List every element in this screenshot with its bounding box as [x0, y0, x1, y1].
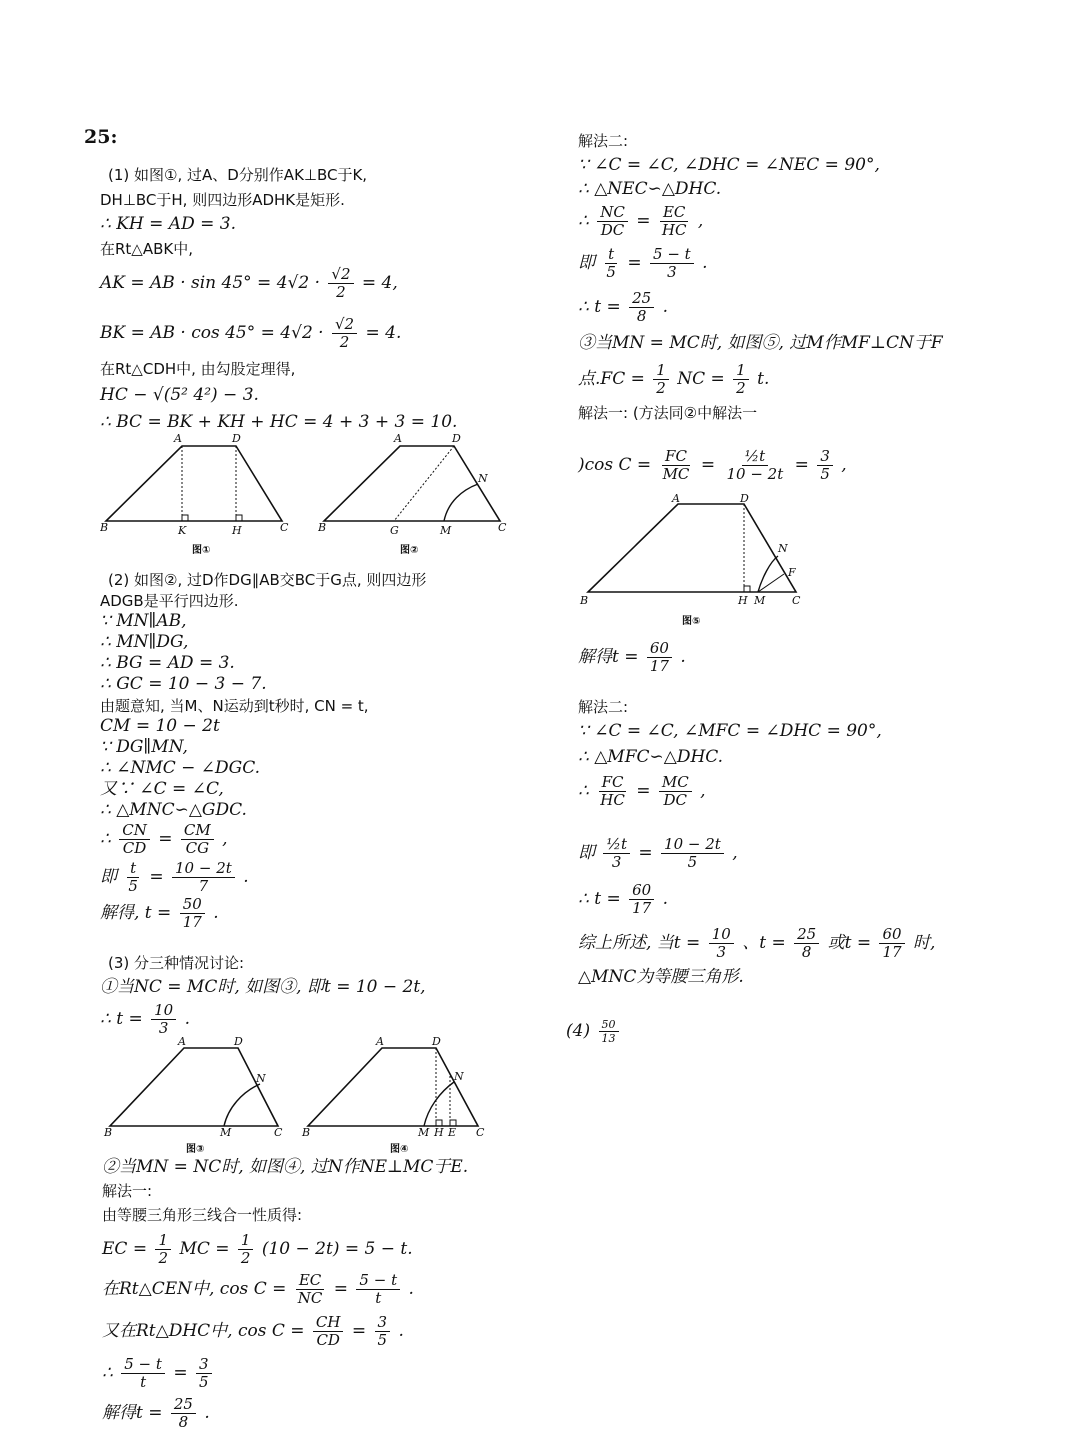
fraction [603, 836, 630, 871]
label-m: M [418, 1126, 430, 1139]
part2-line10: ∴ ∠NMC − ∠DGC. [100, 758, 261, 778]
right-line5 [578, 246, 708, 281]
label-a: A [174, 432, 182, 445]
right-line17 [578, 882, 668, 917]
right-line18 [578, 926, 935, 961]
figure-3-caption: 图③ [186, 1144, 205, 1155]
text-segment: 即 [578, 843, 595, 863]
numerator: √2 [332, 316, 357, 334]
text-segment: )cos C = [578, 455, 652, 475]
right-line16 [578, 836, 738, 871]
text-segment: 即 [100, 867, 117, 887]
numerator: NC [597, 204, 628, 222]
text-segment: . [204, 1403, 210, 1423]
denominator: 3 [611, 853, 622, 871]
fraction [332, 316, 357, 351]
numerator: 10 [151, 1002, 176, 1020]
numerator: t [127, 860, 139, 878]
fraction [597, 774, 628, 809]
fraction [709, 926, 734, 961]
denominator: DC [600, 221, 625, 239]
text-segment: 又在Rt△DHC中, cos C = [102, 1321, 305, 1341]
fraction [647, 640, 672, 675]
numerator: 60 [647, 640, 672, 658]
label-b: B [104, 1126, 113, 1139]
label-e: E [448, 1126, 457, 1139]
text-segment: = 4, [361, 273, 398, 293]
right-line8 [578, 362, 769, 397]
problem-number: 25: [84, 126, 118, 148]
right-line1: 解法二: [578, 132, 629, 150]
label-m: M [754, 594, 766, 607]
text-segment: BK = AB · cos 45° = 4√2 · [100, 323, 324, 343]
text-segment: . [184, 1009, 191, 1029]
numerator: EC [660, 204, 688, 222]
label-d: D [232, 432, 241, 445]
numerator: √2 [328, 266, 353, 284]
denominator: MC [662, 465, 690, 483]
label-g: G [390, 524, 399, 537]
right-line7: ③当MN = MC时, 如图⑤, 过M作MF⊥CN于F [578, 333, 943, 353]
text-segment: = [627, 253, 642, 273]
label-b: B [318, 521, 327, 534]
text-segment: 即 [578, 253, 595, 273]
right-line19: △MNC为等腰三角形. [578, 967, 744, 987]
right-line10 [578, 448, 847, 483]
denominator: 17 [182, 913, 202, 931]
right-line9: 解法一: (方法同②中解法一 [578, 404, 758, 422]
numerator: 1 [155, 1232, 171, 1250]
numerator: 25 [171, 1396, 196, 1414]
part3b-line6 [102, 1314, 404, 1349]
numerator: 10 [709, 926, 734, 944]
denominator: 5 [820, 465, 830, 483]
text-segment: , [732, 843, 738, 863]
label-h: H [232, 524, 242, 537]
label-b: B [302, 1126, 311, 1139]
label-m: M [440, 524, 452, 537]
text-segment: , [697, 211, 704, 231]
figure-4-drawing [300, 1036, 500, 1160]
label-h: H [434, 1126, 444, 1139]
figure-2-drawing [318, 432, 518, 557]
label-f: F [788, 566, 796, 579]
denominator: CD [316, 1331, 340, 1349]
text-segment: . [662, 297, 669, 317]
numerator: CH [313, 1314, 344, 1332]
text-segment: . [702, 253, 708, 273]
part2-line6: ∴ GC = 10 − 3 − 7. [100, 674, 267, 694]
text-segment: . [398, 1321, 404, 1341]
right-line20 [566, 1018, 622, 1045]
right-line11 [578, 640, 686, 675]
text-segment: 解得t = [578, 647, 639, 667]
fraction [171, 1396, 196, 1431]
part2-line9: ∵ DG∥MN, [100, 737, 188, 757]
numerator: 5 − t [121, 1356, 165, 1374]
denominator: 5 [198, 1373, 209, 1391]
label-c: C [274, 1126, 283, 1139]
part1-line5 [100, 266, 398, 301]
fraction [660, 448, 693, 483]
text-segment: . [213, 903, 219, 923]
numerator: FC [662, 448, 690, 466]
text-segment: . [408, 1279, 414, 1299]
part1-line7: 在Rt△CDH中, 由勾股定理得, [100, 360, 296, 378]
part1-line6 [100, 316, 401, 351]
numerator: 10 − 2t [172, 860, 235, 878]
label-n: N [478, 472, 488, 485]
right-line14: ∴ △MFC∽△DHC. [578, 747, 724, 767]
denominator: 3 [667, 263, 677, 281]
denominator: 17 [632, 899, 652, 917]
right-line2: ∵ ∠C = ∠C, ∠DHC = ∠NEC = 90°, [578, 155, 880, 175]
denominator: CD [122, 839, 147, 857]
numerator: 10 − 2t [661, 836, 724, 854]
part3b-line1: ②当MN = NC时, 如图④, 过N作NE⊥MC于E. [102, 1157, 469, 1177]
figure-4 [300, 1036, 500, 1160]
part3b-line5 [102, 1272, 414, 1307]
text-segment: , [700, 781, 706, 801]
text-segment: 解得, t = [100, 903, 172, 923]
part3-line3 [100, 1002, 190, 1037]
part2-line2: ADGB是平行四边形. [100, 592, 239, 610]
label-c: C [476, 1126, 485, 1139]
fraction [817, 448, 833, 483]
text-segment: = [700, 455, 716, 475]
denominator: 2 [736, 379, 746, 397]
label-d: D [234, 1036, 243, 1048]
fraction [661, 836, 724, 871]
part2-line11: 又∵ ∠C = ∠C, [100, 779, 224, 799]
fraction [295, 1272, 326, 1307]
figure-5-caption: 图⑤ [682, 616, 701, 627]
label-a: A [672, 492, 680, 505]
right-line15 [578, 774, 706, 809]
numerator: 5 − t [356, 1272, 400, 1290]
fraction [172, 860, 235, 895]
text-segment: NC = [677, 369, 725, 389]
fraction [356, 1272, 400, 1307]
text-segment: ∴ t = [578, 889, 621, 909]
denominator: 8 [636, 307, 647, 325]
label-n: N [454, 1070, 464, 1083]
denominator: 17 [649, 657, 669, 675]
text-segment: 点.FC = [578, 369, 645, 389]
part2-line12: ∴ △MNC∽△GDC. [100, 800, 247, 820]
fraction [119, 822, 150, 857]
text-segment: = [636, 211, 651, 231]
denominator: NC [297, 1289, 323, 1307]
fraction [313, 1314, 344, 1349]
part2-line8: CM = 10 − 2t [100, 716, 220, 736]
numerator: 60 [879, 926, 904, 944]
text-segment: = [638, 843, 653, 863]
right-line3: ∴ △NEC∽△DHC. [578, 179, 722, 199]
text-segment: 在Rt△CEN中, cos C = [102, 1279, 287, 1299]
fraction [151, 1002, 176, 1037]
denominator: 2 [158, 1249, 169, 1267]
part2-line15 [100, 896, 219, 931]
text-segment: . [680, 647, 686, 667]
fraction [629, 882, 654, 917]
denominator: 2 [339, 333, 350, 351]
numerator: 5 − t [650, 246, 694, 264]
text-segment: = [149, 867, 164, 887]
denominator: HC [600, 791, 625, 809]
text-segment: ∴ [100, 829, 111, 849]
label-d: D [740, 492, 749, 505]
numerator: CM [181, 822, 214, 840]
label-c: C [792, 594, 801, 607]
text-segment: 综上所述, 当t = [578, 933, 701, 953]
denominator: 8 [178, 1413, 189, 1431]
fraction [125, 860, 141, 895]
numerator: 25 [794, 926, 819, 944]
part2-line5: ∴ BG = AD = 3. [100, 653, 235, 673]
fraction [238, 1232, 254, 1267]
denominator: HC [661, 221, 687, 239]
fraction [196, 1356, 212, 1391]
fraction [879, 926, 904, 961]
part2-line7: 由题意知, 当M、N运动到t秒时, CN = t, [100, 697, 369, 715]
text-segment: AK = AB · sin 45° = 4√2 · [100, 273, 320, 293]
fraction [155, 1232, 171, 1267]
fraction [659, 204, 690, 239]
part3-line1: (3) 分三种情况讨论: [108, 954, 245, 972]
label-c: C [498, 521, 507, 534]
numerator: 50 [599, 1018, 619, 1032]
label-b: B [100, 521, 109, 534]
fraction [794, 926, 819, 961]
numerator: 1 [733, 362, 749, 380]
denominator: 5 [128, 877, 138, 895]
text-segment: = [333, 1279, 349, 1299]
denominator: 10 − 2t [726, 465, 784, 483]
part1-line3: ∴ KH = AD = 3. [100, 214, 236, 234]
fraction [603, 246, 619, 281]
text-segment: = [636, 781, 651, 801]
denominator: CG [185, 839, 210, 857]
numerator: 25 [629, 290, 654, 308]
text-segment: 解得t = [102, 1403, 163, 1423]
denominator: t [375, 1289, 382, 1307]
fraction [599, 1018, 619, 1045]
label-a: A [376, 1036, 384, 1048]
denominator: 2 [240, 1249, 251, 1267]
numerator: ½t [603, 836, 630, 854]
fraction [653, 362, 669, 397]
numerator: t [605, 246, 617, 264]
label-d: D [432, 1036, 441, 1048]
text-segment: = [158, 829, 173, 849]
text-segment: EC = [102, 1239, 148, 1259]
fraction [650, 246, 694, 281]
numerator: ½t [742, 448, 769, 466]
part2-line4: ∴ MN∥DG, [100, 632, 189, 652]
part2-line14 [100, 860, 249, 895]
numerator: 60 [629, 882, 654, 900]
part1-line4: 在Rt△ABK中, [100, 240, 193, 258]
part1-line9: ∴ BC = BK + KH + HC = 4 + 3 + 3 = 10. [100, 412, 458, 432]
text-segment: (4) [566, 1021, 591, 1041]
numerator: 3 [375, 1314, 391, 1332]
part3b-line4 [102, 1232, 413, 1267]
denominator: 3 [158, 1019, 169, 1037]
part3b-line2: 解法一: [102, 1182, 153, 1200]
label-d: D [452, 432, 461, 445]
part1-line2: DH⊥BC于H, 则四边形ADHK是矩形. [100, 191, 345, 209]
denominator: 17 [882, 943, 902, 961]
part2-line3: ∵ MN∥AB, [100, 611, 187, 631]
part2-line13 [100, 822, 228, 857]
denominator: 3 [716, 943, 727, 961]
part1-line8: HC − √(5² 4²) − 3. [100, 385, 259, 405]
numerator: 50 [180, 896, 205, 914]
text-segment: = [794, 455, 809, 475]
figure-1 [100, 432, 300, 557]
part3-line2: ①当NC = MC时, 如图③, 即t = 10 − 2t, [100, 977, 426, 997]
text-segment: ∴ [578, 781, 589, 801]
text-segment: , [841, 455, 847, 475]
label-n: N [778, 542, 788, 555]
label-m: M [220, 1126, 232, 1139]
numerator: FC [599, 774, 627, 792]
denominator: 8 [801, 943, 812, 961]
text-segment: = [173, 1363, 188, 1383]
fraction [375, 1314, 391, 1349]
denominator: 5 [687, 853, 698, 871]
numerator: EC [296, 1272, 324, 1290]
label-a: A [178, 1036, 186, 1048]
label-b: B [580, 594, 589, 607]
text-segment: 时, [912, 933, 936, 953]
right-line12: 解法二: [578, 698, 629, 716]
fraction [659, 774, 692, 809]
denominator: t [140, 1373, 147, 1391]
denominator: 5 [377, 1331, 388, 1349]
text-segment: ∴ [578, 211, 589, 231]
part2-line1: (2) 如图②, 过D作DG∥AB交BC于G点, 则四边形 [108, 571, 427, 589]
part1-line1: (1) 如图①, 过A、D分别作AK⊥BC于K, [108, 166, 368, 184]
right-line4 [578, 204, 703, 239]
fraction [328, 266, 353, 301]
text-segment: . [243, 867, 249, 887]
figure-1-drawing [100, 432, 300, 557]
right-line6 [578, 290, 668, 325]
denominator: DC [663, 791, 688, 809]
figure-5-drawing [578, 492, 818, 632]
fraction [597, 204, 628, 239]
fraction [180, 896, 205, 931]
fraction [723, 448, 786, 483]
numerator: MC [659, 774, 692, 792]
figure-2-caption: 图② [400, 545, 419, 556]
part3b-line7 [102, 1356, 215, 1391]
fraction [181, 822, 214, 857]
numerator: CN [119, 822, 150, 840]
numerator: 1 [653, 362, 669, 380]
numerator: 1 [238, 1232, 254, 1250]
figure-5 [578, 492, 818, 632]
denominator: 2 [336, 283, 346, 301]
text-segment: MC = [179, 1239, 230, 1259]
denominator: 5 [606, 263, 616, 281]
text-segment: = 4. [365, 323, 402, 343]
denominator: 13 [601, 1032, 616, 1045]
figure-2 [318, 432, 518, 557]
text-segment: ∴ t = [100, 1009, 143, 1029]
numerator: 3 [817, 448, 833, 466]
label-c: C [280, 521, 289, 534]
text-segment: , [222, 829, 228, 849]
figure-4-caption: 图④ [390, 1144, 409, 1155]
denominator: 7 [198, 877, 209, 895]
text-segment: 、t = [742, 933, 786, 953]
text-segment: ∴ t = [578, 297, 621, 317]
text-segment: (10 − 2t) = 5 − t. [261, 1239, 413, 1259]
figure-1-caption: 图① [192, 545, 211, 556]
text-segment: ∴ [102, 1363, 113, 1383]
denominator: 2 [656, 379, 666, 397]
label-h: H [738, 594, 748, 607]
part3b-line3: 由等腰三角形三线合一性质得: [102, 1206, 303, 1224]
part3b-line8 [102, 1396, 210, 1431]
text-segment: . [662, 889, 669, 909]
fraction [629, 290, 654, 325]
fraction [733, 362, 749, 397]
text-segment: 或t = [827, 933, 872, 953]
numerator: 3 [196, 1356, 212, 1374]
figure-3 [102, 1036, 292, 1160]
label-k: K [178, 524, 187, 537]
text-segment: = [351, 1321, 367, 1341]
text-segment: t. [757, 369, 770, 389]
fraction [121, 1356, 165, 1391]
label-a: A [394, 432, 402, 445]
right-line13: ∵ ∠C = ∠C, ∠MFC = ∠DHC = 90°, [578, 721, 882, 741]
figure-3-drawing [102, 1036, 292, 1160]
label-n: N [256, 1072, 266, 1085]
